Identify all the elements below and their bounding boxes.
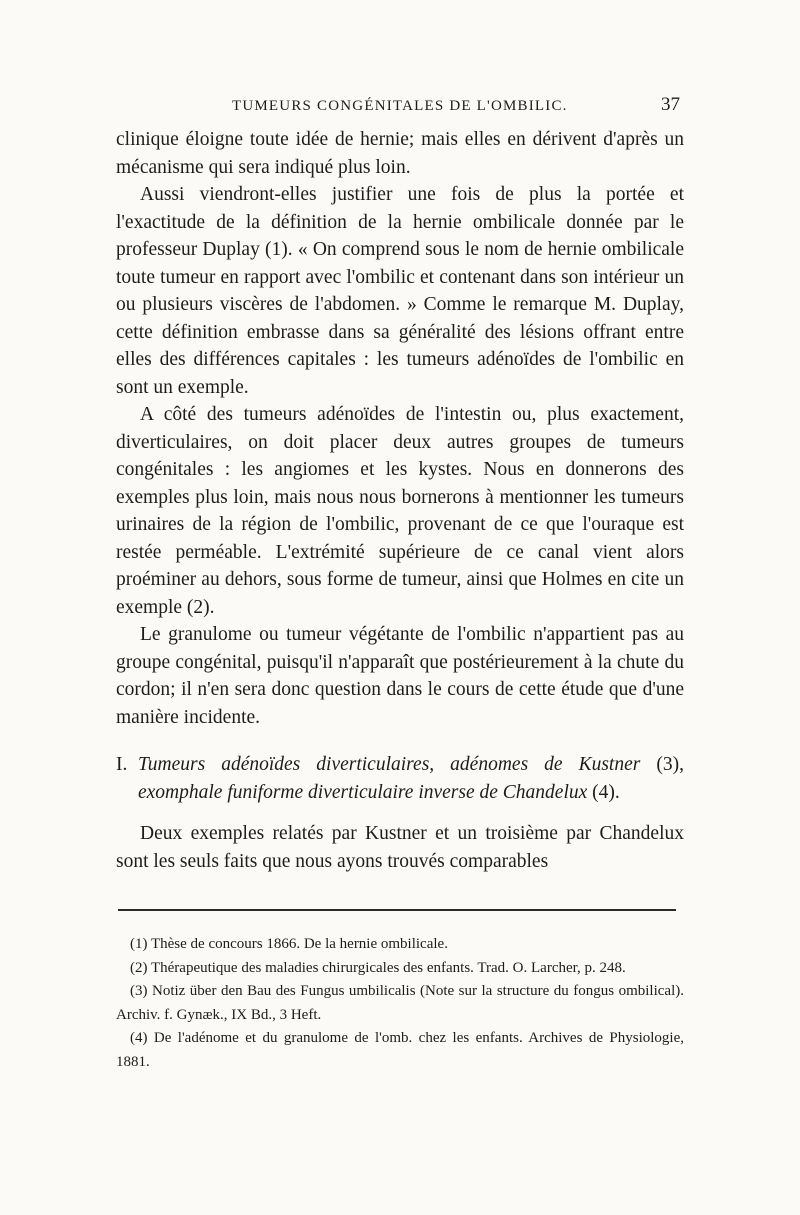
footnote-2: (2) Thérapeutique des maladies chirurgicales des enfants. Trad. O. Larcher, p. 248.: [130, 959, 626, 976]
section-number: I.: [116, 754, 128, 775]
footnote-4: (4) De l'adénome et du granulome de l'omb. chez les enfants. Archives de Physiologie, 1881.: [116, 1030, 684, 1070]
section-title-part-1: Tumeurs adénoïdes diverticulaires, adénomes de Kustner: [138, 754, 641, 775]
running-title: TUMEURS CONGÉNITALES DE L'OMBILIC.: [232, 98, 568, 114]
paragraph-granulome: Le granulome ou tumeur végétante de l'ombilic n'appartient pas au groupe congénital, puisqu'il n'apparaît que postérieurement à la chute du cordon; il n'en sera donc question dans le cours de cette étude que d'une manière incidente.: [116, 624, 684, 728]
section-footnote-ref-4: (4).: [587, 781, 620, 803]
section-footnote-ref-3: (3),: [640, 754, 684, 775]
footnote-3: (3) Notiz über den Bau des Fungus umbilicalis (Note sur la structure du fongus ombilical). Archiv. f. Gynæk., IX Bd., 3 Heft.: [116, 983, 684, 1023]
body-text: [116, 126, 684, 875]
section-heading: [116, 751, 684, 806]
book-page: [116, 96, 684, 1074]
paragraph-duplay-definition: Aussi viendront-elles justifier une fois de plus la portée et l'exactitude de la définition de la hernie ombilicale donnée par le professeur Duplay (1). « On comprend sous le nom de hernie ombilicale toute tumeur en rapport avec l'ombilic et contenant dans son intérieur un ou plusieurs viscères de l'abdomen. » Comme le remarque M. Duplay, cette définition embrasse dans sa généralité des lésions offrant entre elles des différences capitales : les tumeurs adénoïdes de l'ombilic en sont un exemple.: [116, 184, 684, 398]
footnotes: [116, 933, 684, 1074]
running-head: [116, 96, 684, 126]
footnote-rule: [118, 909, 676, 911]
section-paragraph: Deux exemples relatés par Kustner et un troisième par Chandelux sont les seuls faits que nous ayons trouvés comparables: [116, 823, 684, 872]
paragraph-continued: clinique éloigne toute idée de hernie; mais elles en dérivent d'après un mécanisme qui sera indiqué plus loin.: [116, 129, 684, 178]
page-number: 37: [661, 94, 680, 115]
footnote-1: (1) Thèse de concours 1866. De la hernie ombilicale.: [130, 936, 448, 952]
section-title-part-2: exomphale funiforme diverticulaire inverse de Chandelux: [138, 781, 588, 803]
paragraph-other-tumours: A côté des tumeurs adénoïdes de l'intestin ou, plus exactement, diverticulaires, on doit placer deux autres groupes de tumeurs congénitales : les angiomes et les kystes. Nous en donnerons des exemples plus loin, mais nous nous bornerons à mentionner les tumeurs urinaires de la région de l'ombilic, provenant de ce que l'ouraque est restée perméable. L'extrémité supérieure de ce canal vient alors proéminer au dehors, sous forme de tumeur, ainsi que Holmes en cite un exemple (2).: [116, 404, 684, 618]
